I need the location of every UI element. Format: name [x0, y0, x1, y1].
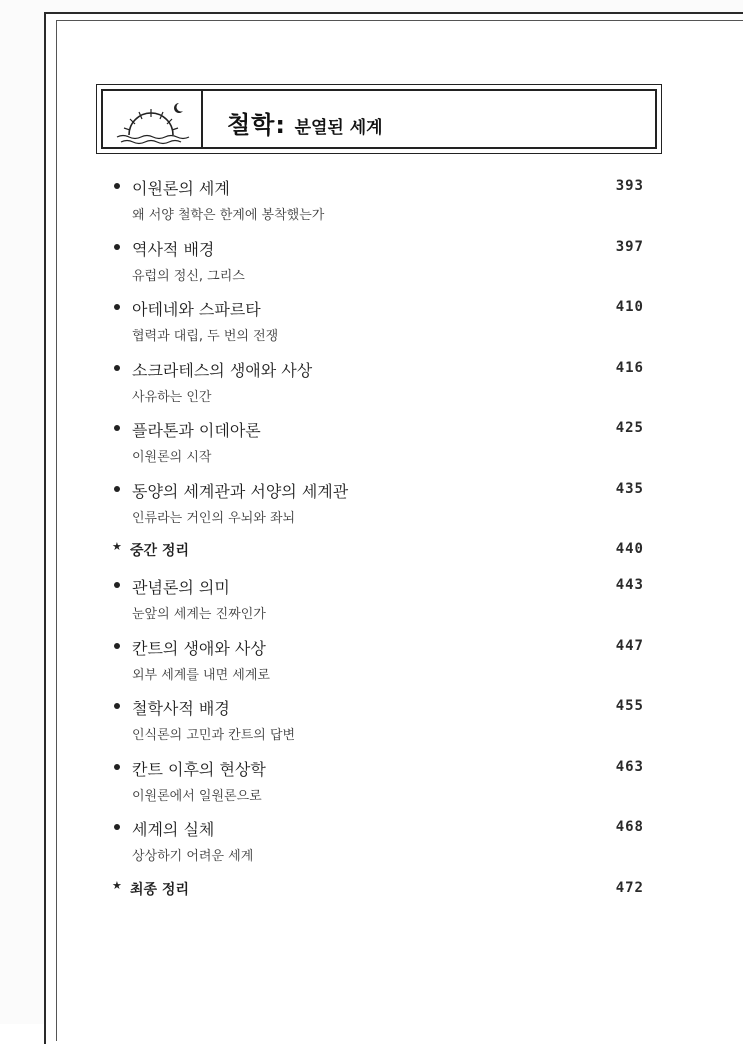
toc-entry [114, 297, 654, 358]
toc-entry-page-number: 410 [615, 299, 644, 315]
toc-entry-subtitle: 협력과 대립, 두 번의 전쟁 [132, 329, 279, 344]
toc-entry-title: 최종 정리 [130, 881, 189, 898]
toc-entry-page-number: 472 [615, 879, 644, 896]
chapter-title-colon: : [275, 111, 285, 139]
toc-entry-page-number: 435 [615, 480, 644, 497]
toc-entry-title: 칸트 이후의 현상학 [132, 759, 266, 779]
toc-entry-subtitle: 인식론의 고민과 칸트의 답변 [132, 728, 296, 743]
bullet-icon [114, 244, 120, 250]
toc-entry [114, 696, 654, 757]
bullet-icon [114, 486, 120, 492]
toc-entry [114, 539, 654, 575]
toc-entry-title: 플라톤과 이데아론 [132, 421, 261, 440]
toc-entry-subtitle: 인류라는 거인의 우뇌와 좌뇌 [132, 510, 296, 526]
toc-entry [114, 757, 654, 818]
toc-entry-subtitle: 상상하기 어려운 세계 [132, 849, 254, 864]
bullet-icon [114, 703, 120, 709]
bullet-icon [114, 764, 120, 770]
toc-entry-title: 관념론의 의미 [132, 578, 230, 597]
toc-entry-title: 아테네와 스파르타 [132, 300, 261, 319]
sunrise-moon-icon [109, 95, 195, 147]
toc-entry-subtitle: 왜 서양 철학은 한계에 봉착했는가 [132, 208, 325, 223]
toc-entry-subtitle: 외부 세계를 내면 세계로 [132, 667, 270, 683]
toc-entry-subtitle: 사유하는 인간 [132, 389, 212, 405]
toc-entry-subtitle: 유럽의 정신, 그리스 [132, 268, 245, 284]
toc-entry-title: 역사적 배경 [132, 239, 215, 259]
toc-entry-title: 소크라테스의 생애와 사상 [132, 360, 313, 380]
toc-entry-page-number: 443 [615, 577, 644, 593]
toc-entry-page-number: 463 [615, 758, 644, 775]
toc-entry-page-number: 397 [615, 238, 644, 255]
toc-entry-subtitle: 눈앞의 세계는 진짜인가 [132, 607, 266, 622]
toc-entry-page-number: 440 [615, 541, 644, 557]
toc-entry-page-number: 393 [615, 178, 644, 194]
toc-entry-subtitle: 이원론의 시작 [132, 450, 212, 465]
toc-entry-page-number: 416 [615, 359, 644, 376]
toc-entry-page-number: 447 [615, 637, 644, 654]
bullet-icon [114, 183, 120, 189]
toc-entry [114, 418, 654, 479]
toc-entry [114, 878, 654, 914]
bullet-icon [114, 824, 120, 830]
toc-entry-page-number: 425 [615, 420, 644, 436]
toc-entry-subtitle: 이원론에서 일원론으로 [132, 788, 262, 804]
bullet-icon [114, 365, 120, 371]
chapter-title-sub: 분열된 세계 [294, 118, 383, 138]
toc-entry [114, 358, 654, 419]
bullet-icon [114, 304, 120, 310]
bullet-icon [114, 425, 120, 431]
toc-entry-title: 이원론의 세계 [132, 179, 230, 198]
chapter-title-main: 철학 [227, 111, 276, 139]
bullet-icon [114, 643, 120, 649]
toc-entry-title: 철학사적 배경 [132, 699, 230, 718]
toc-entry [114, 636, 654, 697]
toc-entry [114, 479, 654, 540]
chapter-title-box [96, 84, 662, 154]
title-divider [201, 91, 203, 147]
toc-entry-title: 세계의 실체 [132, 820, 215, 839]
toc-entry [114, 176, 654, 237]
toc-entry-page-number: 455 [615, 698, 644, 714]
toc-entry-page-number: 468 [615, 819, 644, 835]
star-icon: ★ [112, 878, 122, 892]
bullet-icon [114, 582, 120, 588]
toc-entry-title: 동양의 세계관과 서양의 세계관 [132, 481, 349, 501]
chapter-title-inner-frame [101, 89, 657, 149]
table-of-contents [114, 176, 654, 914]
star-icon: ★ [112, 540, 122, 553]
toc-entry [114, 817, 654, 878]
toc-entry [114, 575, 654, 636]
toc-entry [114, 237, 654, 298]
chapter-title [227, 105, 383, 140]
toc-entry-title: 칸트의 생애와 사상 [132, 638, 266, 658]
toc-entry-title: 중간 정리 [130, 543, 189, 559]
